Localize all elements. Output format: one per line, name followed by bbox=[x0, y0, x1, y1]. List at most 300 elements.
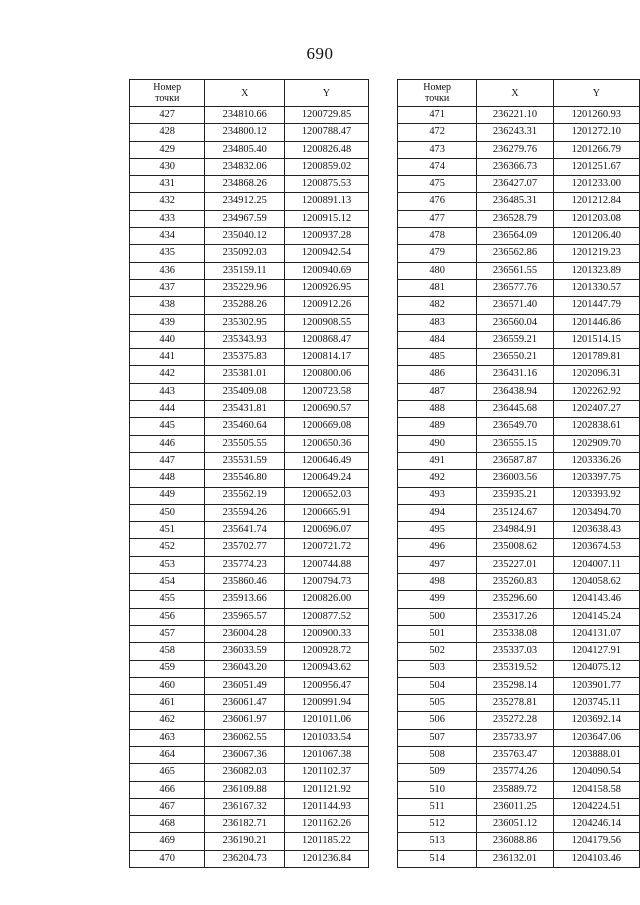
table-body-right bbox=[398, 107, 640, 868]
point-number-cell: 471 bbox=[398, 107, 477, 124]
y-coordinate-cell: 1204145.24 bbox=[553, 608, 639, 625]
x-coordinate-cell: 235040.12 bbox=[205, 228, 285, 245]
point-number-cell: 439 bbox=[130, 314, 205, 331]
point-number-cell: 458 bbox=[130, 643, 205, 660]
table-row bbox=[130, 660, 369, 677]
y-coordinate-cell: 1204007.11 bbox=[553, 556, 639, 573]
point-number-cell: 428 bbox=[130, 124, 205, 141]
y-coordinate-cell: 1200868.47 bbox=[285, 331, 369, 348]
y-coordinate-cell: 1200956.47 bbox=[285, 677, 369, 694]
header-y: Y bbox=[285, 80, 369, 107]
point-number-cell: 443 bbox=[130, 383, 205, 400]
table-row bbox=[398, 279, 640, 296]
x-coordinate-cell: 236067.36 bbox=[205, 746, 285, 763]
x-coordinate-cell: 235546.80 bbox=[205, 470, 285, 487]
y-coordinate-cell: 1200744.88 bbox=[285, 556, 369, 573]
y-coordinate-cell: 1204179.56 bbox=[553, 833, 639, 850]
y-coordinate-cell: 1201067.38 bbox=[285, 746, 369, 763]
x-coordinate-cell: 236528.79 bbox=[477, 210, 553, 227]
x-coordinate-cell: 235774.26 bbox=[477, 764, 553, 781]
y-coordinate-cell: 1201789.81 bbox=[553, 349, 639, 366]
y-coordinate-cell: 1201272.10 bbox=[553, 124, 639, 141]
point-number-cell: 504 bbox=[398, 677, 477, 694]
x-coordinate-cell: 236109.88 bbox=[205, 781, 285, 798]
x-coordinate-cell: 235278.81 bbox=[477, 695, 553, 712]
y-coordinate-cell: 1204058.62 bbox=[553, 574, 639, 591]
point-number-cell: 505 bbox=[398, 695, 477, 712]
y-coordinate-cell: 1201212.84 bbox=[553, 193, 639, 210]
point-number-cell: 475 bbox=[398, 176, 477, 193]
y-coordinate-cell: 1204127.91 bbox=[553, 643, 639, 660]
y-coordinate-cell: 1200723.58 bbox=[285, 383, 369, 400]
x-coordinate-cell: 236445.68 bbox=[477, 401, 553, 418]
point-number-cell: 483 bbox=[398, 314, 477, 331]
point-number-cell: 459 bbox=[130, 660, 205, 677]
x-coordinate-cell: 235431.81 bbox=[205, 401, 285, 418]
y-coordinate-cell: 1200826.48 bbox=[285, 141, 369, 158]
table-row bbox=[130, 124, 369, 141]
table-row bbox=[398, 470, 640, 487]
table-row bbox=[398, 366, 640, 383]
point-number-cell: 429 bbox=[130, 141, 205, 158]
header-point-number-label: Номер точки bbox=[153, 82, 182, 104]
point-number-cell: 456 bbox=[130, 608, 205, 625]
x-coordinate-cell: 236366.73 bbox=[477, 158, 553, 175]
y-coordinate-cell: 1200649.24 bbox=[285, 470, 369, 487]
table-row bbox=[398, 556, 640, 573]
point-number-cell: 507 bbox=[398, 729, 477, 746]
x-coordinate-cell: 236243.31 bbox=[477, 124, 553, 141]
table-row bbox=[130, 401, 369, 418]
x-coordinate-cell: 236427.07 bbox=[477, 176, 553, 193]
table-row bbox=[130, 729, 369, 746]
x-coordinate-cell: 236431.16 bbox=[477, 366, 553, 383]
x-coordinate-cell: 236003.56 bbox=[477, 470, 553, 487]
x-coordinate-cell: 236082.03 bbox=[205, 764, 285, 781]
table-row bbox=[130, 158, 369, 175]
table-row bbox=[398, 331, 640, 348]
table-row bbox=[130, 591, 369, 608]
x-coordinate-cell: 235460.64 bbox=[205, 418, 285, 435]
x-coordinate-cell: 236438.94 bbox=[477, 383, 553, 400]
y-coordinate-cell: 1200814.17 bbox=[285, 349, 369, 366]
table-row bbox=[130, 746, 369, 763]
table-row bbox=[398, 729, 640, 746]
table-row bbox=[130, 262, 369, 279]
y-coordinate-cell: 1200940.69 bbox=[285, 262, 369, 279]
y-coordinate-cell: 1200943.62 bbox=[285, 660, 369, 677]
point-number-cell: 431 bbox=[130, 176, 205, 193]
table-row bbox=[130, 107, 369, 124]
x-coordinate-cell: 235124.67 bbox=[477, 504, 553, 521]
point-number-cell: 468 bbox=[130, 816, 205, 833]
point-number-cell: 473 bbox=[398, 141, 477, 158]
point-number-cell: 432 bbox=[130, 193, 205, 210]
point-number-cell: 476 bbox=[398, 193, 477, 210]
table-row bbox=[398, 643, 640, 660]
y-coordinate-cell: 1203888.01 bbox=[553, 746, 639, 763]
y-coordinate-cell: 1200900.33 bbox=[285, 625, 369, 642]
point-number-cell: 445 bbox=[130, 418, 205, 435]
x-coordinate-cell: 235965.57 bbox=[205, 608, 285, 625]
x-coordinate-cell: 234810.66 bbox=[205, 107, 285, 124]
x-coordinate-cell: 236043.20 bbox=[205, 660, 285, 677]
x-coordinate-cell: 235260.83 bbox=[477, 574, 553, 591]
table-row bbox=[130, 781, 369, 798]
y-coordinate-cell: 1204075.12 bbox=[553, 660, 639, 677]
point-number-cell: 449 bbox=[130, 487, 205, 504]
coordinates-table-left bbox=[129, 79, 369, 868]
table-row bbox=[130, 452, 369, 469]
point-number-cell: 465 bbox=[130, 764, 205, 781]
y-coordinate-cell: 1202262.92 bbox=[553, 383, 639, 400]
x-coordinate-cell: 235227.01 bbox=[477, 556, 553, 573]
y-coordinate-cell: 1203397.75 bbox=[553, 470, 639, 487]
x-coordinate-cell: 235860.46 bbox=[205, 574, 285, 591]
x-coordinate-cell: 235319.52 bbox=[477, 660, 553, 677]
y-coordinate-cell: 1200690.57 bbox=[285, 401, 369, 418]
point-number-cell: 492 bbox=[398, 470, 477, 487]
x-coordinate-cell: 235562.19 bbox=[205, 487, 285, 504]
table-row bbox=[130, 487, 369, 504]
y-coordinate-cell: 1200859.02 bbox=[285, 158, 369, 175]
table-row bbox=[130, 625, 369, 642]
point-number-cell: 493 bbox=[398, 487, 477, 504]
y-coordinate-cell: 1203494.70 bbox=[553, 504, 639, 521]
table-row bbox=[130, 314, 369, 331]
x-coordinate-cell: 235375.83 bbox=[205, 349, 285, 366]
table-row bbox=[130, 228, 369, 245]
table-row bbox=[398, 504, 640, 521]
point-number-cell: 511 bbox=[398, 798, 477, 815]
x-coordinate-cell: 234800.12 bbox=[205, 124, 285, 141]
table-row bbox=[398, 764, 640, 781]
point-number-cell: 474 bbox=[398, 158, 477, 175]
table-row bbox=[398, 210, 640, 227]
x-coordinate-cell: 235409.08 bbox=[205, 383, 285, 400]
point-number-cell: 437 bbox=[130, 279, 205, 296]
point-number-cell: 442 bbox=[130, 366, 205, 383]
y-coordinate-cell: 1201330.57 bbox=[553, 279, 639, 296]
y-coordinate-cell: 1200877.52 bbox=[285, 608, 369, 625]
table-row bbox=[398, 107, 640, 124]
y-coordinate-cell: 1202096.31 bbox=[553, 366, 639, 383]
y-coordinate-cell: 1200908.55 bbox=[285, 314, 369, 331]
x-coordinate-cell: 236549.70 bbox=[477, 418, 553, 435]
y-coordinate-cell: 1201121.92 bbox=[285, 781, 369, 798]
x-coordinate-cell: 236559.21 bbox=[477, 331, 553, 348]
x-coordinate-cell: 236167.32 bbox=[205, 798, 285, 815]
table-row bbox=[130, 816, 369, 833]
table-row bbox=[130, 279, 369, 296]
point-number-cell: 447 bbox=[130, 452, 205, 469]
table-row bbox=[398, 401, 640, 418]
y-coordinate-cell: 1201102.37 bbox=[285, 764, 369, 781]
point-number-cell: 460 bbox=[130, 677, 205, 694]
table-row bbox=[398, 712, 640, 729]
table-row bbox=[398, 176, 640, 193]
x-coordinate-cell: 235913.66 bbox=[205, 591, 285, 608]
point-number-cell: 435 bbox=[130, 245, 205, 262]
y-coordinate-cell: 1201203.08 bbox=[553, 210, 639, 227]
table-header-row bbox=[398, 80, 640, 107]
x-coordinate-cell: 235763.47 bbox=[477, 746, 553, 763]
table-row bbox=[130, 798, 369, 815]
table-row bbox=[130, 677, 369, 694]
header-x: X bbox=[477, 80, 553, 107]
y-coordinate-cell: 1201144.93 bbox=[285, 798, 369, 815]
table-row bbox=[398, 228, 640, 245]
table-row bbox=[130, 643, 369, 660]
table-row bbox=[398, 452, 640, 469]
table-row bbox=[130, 331, 369, 348]
point-number-cell: 496 bbox=[398, 539, 477, 556]
point-number-cell: 450 bbox=[130, 504, 205, 521]
point-number-cell: 503 bbox=[398, 660, 477, 677]
table-row bbox=[398, 850, 640, 867]
y-coordinate-cell: 1200669.08 bbox=[285, 418, 369, 435]
table-row bbox=[130, 574, 369, 591]
x-coordinate-cell: 234912.25 bbox=[205, 193, 285, 210]
table-row bbox=[398, 798, 640, 815]
y-coordinate-cell: 1201251.67 bbox=[553, 158, 639, 175]
table-row bbox=[398, 660, 640, 677]
x-coordinate-cell: 235337.03 bbox=[477, 643, 553, 660]
x-coordinate-cell: 235641.74 bbox=[205, 522, 285, 539]
point-number-cell: 510 bbox=[398, 781, 477, 798]
point-number-cell: 506 bbox=[398, 712, 477, 729]
table-row bbox=[398, 487, 640, 504]
point-number-cell: 455 bbox=[130, 591, 205, 608]
point-number-cell: 444 bbox=[130, 401, 205, 418]
table-row bbox=[398, 608, 640, 625]
y-coordinate-cell: 1203901.77 bbox=[553, 677, 639, 694]
y-coordinate-cell: 1204090.54 bbox=[553, 764, 639, 781]
y-coordinate-cell: 1200729.85 bbox=[285, 107, 369, 124]
x-coordinate-cell: 235935.21 bbox=[477, 487, 553, 504]
x-coordinate-cell: 236555.15 bbox=[477, 435, 553, 452]
point-number-cell: 433 bbox=[130, 210, 205, 227]
x-coordinate-cell: 236485.31 bbox=[477, 193, 553, 210]
header-y: Y bbox=[553, 80, 639, 107]
x-coordinate-cell: 235317.26 bbox=[477, 608, 553, 625]
table-row bbox=[398, 314, 640, 331]
table-row bbox=[398, 816, 640, 833]
y-coordinate-cell: 1200875.53 bbox=[285, 176, 369, 193]
coordinates-table-right bbox=[397, 79, 640, 868]
point-number-cell: 508 bbox=[398, 746, 477, 763]
header-x: X bbox=[205, 80, 285, 107]
header-point-number bbox=[130, 80, 205, 107]
point-number-cell: 478 bbox=[398, 228, 477, 245]
table-row bbox=[130, 695, 369, 712]
point-number-cell: 502 bbox=[398, 643, 477, 660]
table-row bbox=[130, 366, 369, 383]
x-coordinate-cell: 235159.11 bbox=[205, 262, 285, 279]
point-number-cell: 464 bbox=[130, 746, 205, 763]
table-row bbox=[398, 245, 640, 262]
point-number-cell: 480 bbox=[398, 262, 477, 279]
table-row bbox=[130, 383, 369, 400]
point-number-cell: 434 bbox=[130, 228, 205, 245]
point-number-cell: 485 bbox=[398, 349, 477, 366]
y-coordinate-cell: 1203336.26 bbox=[553, 452, 639, 469]
point-number-cell: 497 bbox=[398, 556, 477, 573]
point-number-cell: 490 bbox=[398, 435, 477, 452]
table-row bbox=[398, 833, 640, 850]
x-coordinate-cell: 235298.14 bbox=[477, 677, 553, 694]
y-coordinate-cell: 1203674.53 bbox=[553, 539, 639, 556]
table-row bbox=[130, 556, 369, 573]
y-coordinate-cell: 1204158.58 bbox=[553, 781, 639, 798]
x-coordinate-cell: 235338.08 bbox=[477, 625, 553, 642]
x-coordinate-cell: 236061.47 bbox=[205, 695, 285, 712]
x-coordinate-cell: 236033.59 bbox=[205, 643, 285, 660]
y-coordinate-cell: 1203745.11 bbox=[553, 695, 639, 712]
x-coordinate-cell: 235381.01 bbox=[205, 366, 285, 383]
table-row bbox=[130, 522, 369, 539]
table-row bbox=[398, 591, 640, 608]
table-row bbox=[398, 141, 640, 158]
y-coordinate-cell: 1203393.92 bbox=[553, 487, 639, 504]
x-coordinate-cell: 236550.21 bbox=[477, 349, 553, 366]
point-number-cell: 486 bbox=[398, 366, 477, 383]
table-row bbox=[130, 349, 369, 366]
header-point-number bbox=[398, 80, 477, 107]
table-row bbox=[130, 210, 369, 227]
x-coordinate-cell: 236562.86 bbox=[477, 245, 553, 262]
point-number-cell: 477 bbox=[398, 210, 477, 227]
x-coordinate-cell: 236221.10 bbox=[477, 107, 553, 124]
y-coordinate-cell: 1200826.00 bbox=[285, 591, 369, 608]
y-coordinate-cell: 1200788.47 bbox=[285, 124, 369, 141]
point-number-cell: 491 bbox=[398, 452, 477, 469]
y-coordinate-cell: 1204143.46 bbox=[553, 591, 639, 608]
y-coordinate-cell: 1200942.54 bbox=[285, 245, 369, 262]
table-row bbox=[130, 176, 369, 193]
point-number-cell: 484 bbox=[398, 331, 477, 348]
point-number-cell: 481 bbox=[398, 279, 477, 296]
x-coordinate-cell: 235229.96 bbox=[205, 279, 285, 296]
table-row bbox=[398, 677, 640, 694]
point-number-cell: 499 bbox=[398, 591, 477, 608]
table-row bbox=[398, 522, 640, 539]
table-row bbox=[130, 435, 369, 452]
point-number-cell: 461 bbox=[130, 695, 205, 712]
x-coordinate-cell: 235505.55 bbox=[205, 435, 285, 452]
table-body-left bbox=[130, 107, 369, 868]
y-coordinate-cell: 1204131.07 bbox=[553, 625, 639, 642]
x-coordinate-cell: 236204.73 bbox=[205, 850, 285, 867]
point-number-cell: 513 bbox=[398, 833, 477, 850]
point-number-cell: 430 bbox=[130, 158, 205, 175]
point-number-cell: 466 bbox=[130, 781, 205, 798]
y-coordinate-cell: 1201266.79 bbox=[553, 141, 639, 158]
page-number: 690 bbox=[306, 44, 334, 63]
table-row bbox=[398, 383, 640, 400]
y-coordinate-cell: 1200652.03 bbox=[285, 487, 369, 504]
table-row bbox=[398, 539, 640, 556]
x-coordinate-cell: 234967.59 bbox=[205, 210, 285, 227]
x-coordinate-cell: 236577.76 bbox=[477, 279, 553, 296]
point-number-cell: 438 bbox=[130, 297, 205, 314]
y-coordinate-cell: 1201236.84 bbox=[285, 850, 369, 867]
x-coordinate-cell: 235889.72 bbox=[477, 781, 553, 798]
y-coordinate-cell: 1200800.06 bbox=[285, 366, 369, 383]
x-coordinate-cell: 236062.55 bbox=[205, 729, 285, 746]
y-coordinate-cell: 1200650.36 bbox=[285, 435, 369, 452]
y-coordinate-cell: 1200912.26 bbox=[285, 297, 369, 314]
y-coordinate-cell: 1200991.94 bbox=[285, 695, 369, 712]
y-coordinate-cell: 1201162.26 bbox=[285, 816, 369, 833]
table-row bbox=[130, 470, 369, 487]
x-coordinate-cell: 236061.97 bbox=[205, 712, 285, 729]
y-coordinate-cell: 1201446.86 bbox=[553, 314, 639, 331]
point-number-cell: 509 bbox=[398, 764, 477, 781]
table-row bbox=[130, 141, 369, 158]
point-number-cell: 462 bbox=[130, 712, 205, 729]
x-coordinate-cell: 235702.77 bbox=[205, 539, 285, 556]
x-coordinate-cell: 235008.62 bbox=[477, 539, 553, 556]
table-row bbox=[130, 504, 369, 521]
table-row bbox=[398, 349, 640, 366]
table-row bbox=[130, 833, 369, 850]
x-coordinate-cell: 236279.76 bbox=[477, 141, 553, 158]
y-coordinate-cell: 1201260.93 bbox=[553, 107, 639, 124]
x-coordinate-cell: 234868.26 bbox=[205, 176, 285, 193]
table-header-row bbox=[130, 80, 369, 107]
x-coordinate-cell: 236051.49 bbox=[205, 677, 285, 694]
y-coordinate-cell: 1200696.07 bbox=[285, 522, 369, 539]
point-number-cell: 488 bbox=[398, 401, 477, 418]
point-number-cell: 469 bbox=[130, 833, 205, 850]
table-row bbox=[130, 850, 369, 867]
x-coordinate-cell: 234832.06 bbox=[205, 158, 285, 175]
x-coordinate-cell: 235774.23 bbox=[205, 556, 285, 573]
point-number-cell: 495 bbox=[398, 522, 477, 539]
point-number-cell: 448 bbox=[130, 470, 205, 487]
point-number-cell: 472 bbox=[398, 124, 477, 141]
point-number-cell: 498 bbox=[398, 574, 477, 591]
table-row bbox=[398, 625, 640, 642]
table-row bbox=[398, 262, 640, 279]
point-number-cell: 500 bbox=[398, 608, 477, 625]
y-coordinate-cell: 1200926.95 bbox=[285, 279, 369, 296]
table-row bbox=[398, 435, 640, 452]
point-number-cell: 512 bbox=[398, 816, 477, 833]
y-coordinate-cell: 1200721.72 bbox=[285, 539, 369, 556]
y-coordinate-cell: 1204103.46 bbox=[553, 850, 639, 867]
table-row bbox=[398, 297, 640, 314]
table-row bbox=[398, 746, 640, 763]
table-row bbox=[130, 712, 369, 729]
x-coordinate-cell: 236088.86 bbox=[477, 833, 553, 850]
y-coordinate-cell: 1201185.22 bbox=[285, 833, 369, 850]
table-row bbox=[398, 158, 640, 175]
y-coordinate-cell: 1201514.15 bbox=[553, 331, 639, 348]
point-number-cell: 514 bbox=[398, 850, 477, 867]
y-coordinate-cell: 1201219.23 bbox=[553, 245, 639, 262]
x-coordinate-cell: 236051.12 bbox=[477, 816, 553, 833]
table-row bbox=[398, 193, 640, 210]
table-row bbox=[398, 695, 640, 712]
x-coordinate-cell: 235733.97 bbox=[477, 729, 553, 746]
point-number-cell: 451 bbox=[130, 522, 205, 539]
header-point-number-label: Номер точки bbox=[423, 82, 452, 104]
point-number-cell: 436 bbox=[130, 262, 205, 279]
x-coordinate-cell: 235531.59 bbox=[205, 452, 285, 469]
x-coordinate-cell: 236182.71 bbox=[205, 816, 285, 833]
